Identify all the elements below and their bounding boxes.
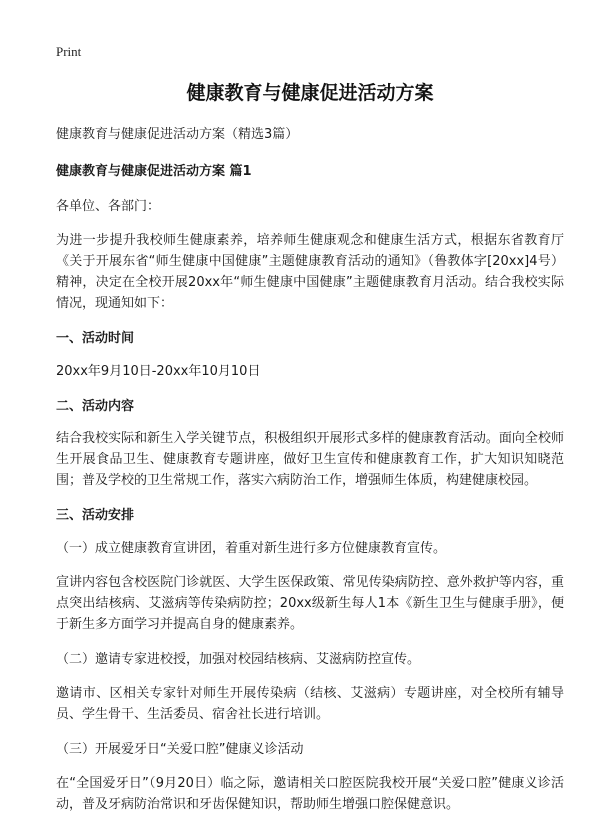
arrangement-item-body: 宣讲内容包含校医院门诊就医、大学生医保政策、常见传染病防控、意外救护等内容，重点突出结核病、艾滋病等传染病防控；20xx级新生每人1本《新生卫生与健康手册》，便于新生多方面学习并提高自身的健康素养。 — [56, 575, 564, 632]
arrangement-item-body: 在“全国爱牙日”（9月20日）临之际，邀请相关口腔医院我校开展“关爱口腔”健康义诊活动，普及牙病防治常识和牙齿保健知识，帮助师生增强口腔保健意识。 — [56, 776, 564, 812]
arrangement-item-title: （一）成立健康教育宣讲团，着重对新生进行多方位健康教育宣传。 — [56, 541, 447, 556]
document-subtitle: 健康教育与健康促进活动方案（精选3篇） — [56, 127, 299, 142]
document-title: 健康教育与健康促进活动方案 — [186, 82, 434, 104]
section-content-paragraph: 结合我校实际和新生入学关键节点，积极组织开展形式多样的健康教育活动。面向全校师生开展食品卫生、健康教育专题讲座，做好卫生宣传和健康教育工作，扩大知识知晓范围；普及学校的卫生常规工作，落实六病防治工作，增强师生体质，构建健康校园。 — [56, 431, 564, 488]
section-heading-time: 一、活动时间 — [56, 331, 135, 346]
arrangement-item-title: （二）邀请专家进校授，加强对校园结核病、艾滋病防控宣传。 — [56, 652, 421, 667]
salutation: 各单位、各部门： — [56, 199, 161, 214]
arrangement-item-title: （三）开展爱牙日“关爱口腔”健康义诊活动 — [56, 742, 304, 757]
section-content-time: 20xx年9月10日-20xx年10月10日 — [56, 364, 261, 379]
section-heading-content: 二、活动内容 — [56, 399, 135, 414]
article-heading: 健康教育与健康促进活动方案 篇1 — [56, 164, 252, 179]
intro-paragraph: 为进一步提升我校师生健康素养，培养师生健康观念和健康生活方式，根据东省教育厅《关于开展东省“师生健康中国健康”主题健康教育活动的通知》（鲁教体字[20xx]4号）精神，决定在全校开展20xx年“师生健康中国健康”主题健康教育月活动。结合我校实际情况，现通知如下： — [56, 233, 564, 311]
print-label: Print — [56, 44, 82, 59]
section-heading-arrangement: 三、活动安排 — [56, 508, 135, 523]
arrangement-item-body: 邀请市、区相关专家针对师生开展传染病（结核、艾滋病）专题讲座，对全校所有辅导员、学生骨干、生活委员、宿舍社长进行培训。 — [56, 686, 564, 722]
